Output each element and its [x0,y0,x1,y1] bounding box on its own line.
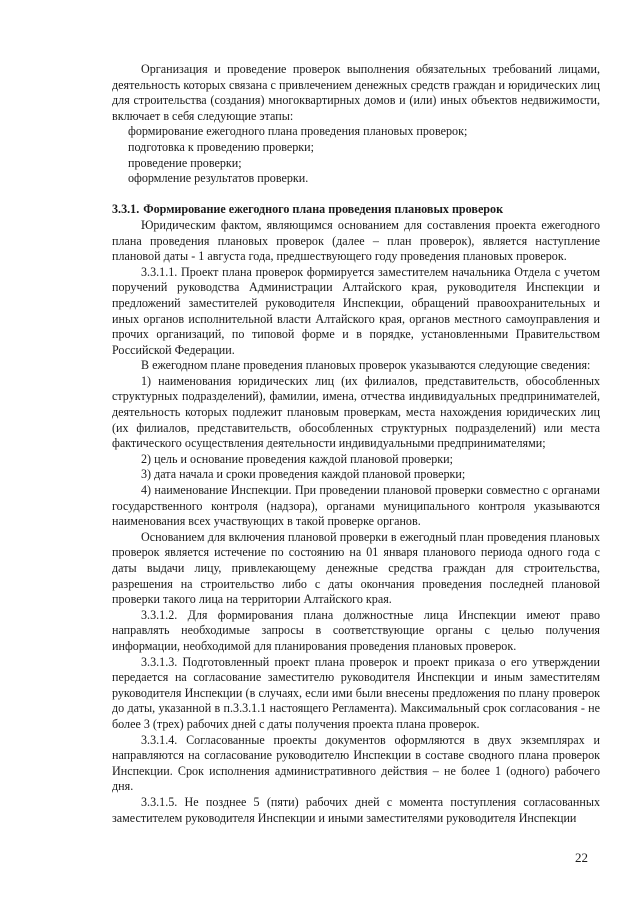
list-item: 2) цель и основание проведения каждой плановой проверки; [141,451,453,466]
list-item: 4) наименование Инспекции. При проведении плановой проверки совместно с органами государственного контроля (надзора), органами муниципального контроля указываются наименования всех участвующих в такой проверке органов. [112,483,600,529]
paragraph: 3.3.1.3. Подготовленный проект плана проверок и проект приказа о его утверждении передается на согласование заместителю руководителя Инспекции и иным заместителям руководителя Инспекции (в случаях, если ими были внесены предложения по плану проверок до даты, указанной в п.3.3.1.1 настоящего Регламента). Максимальный срок согласования - не более 3 (трех) рабочих дней с даты получения проекта плана проверок. [112,654,600,731]
paragraph: В ежегодном плане проведения плановых проверок указываются следующие сведения: [141,358,591,373]
stage-item: оформление результатов проверки. [128,171,309,186]
paragraph: Юридическим фактом, являющимся основанием для составления проекта ежегодного плана проведения плановых проверок (далее – план проверок), является наступление плановой даты - 1 августа года, предшествующего году проведения плановых проверок. [112,217,600,264]
paragraph: 3.3.1.5. Не позднее 5 (пяти) рабочих дней с момента поступления согласованных заместителем руководителя Инспекции и иными заместителями руководителя Инспекции [112,794,600,825]
page-number: 22 [575,850,588,865]
paragraph: 3.3.1.4. Согласованные проекты документов оформляются в двух экземплярах и направляются на согласование руководителю Инспекции в составе сводного плана проверок Инспекции. Срок исполнения административного действия – не более 1 (одного) рабочего дня. [112,732,600,794]
paragraph: Основанием для включения плановой проверки в ежегодный план проведения плановых проверок является истечение по состоянию на 01 января планового периода одного года с даты выдачи лицу, привлекающему денежные средства граждан для строительства, разрешения на строительство либо с даты окончания проведения последней плановой проверки такого лица на территории Алтайского края. [112,529,600,607]
stage-item: формирование ежегодного плана проведения плановых проверок; [128,124,468,139]
intro-paragraph: Организация и проведение проверок выполнения обязательных требований лицами, деятельность которых связана с привлечением денежных средств граждан и юридических лиц для строительства (создания) многоквартирных домов и (или) иных объектов недвижимости, включает в себя следующие этапы: [112,62,600,123]
stage-item: проведение проверки; [128,155,242,170]
list-item: 1) наименования юридических лиц (их филиалов, представительств, обособленных структурных подразделений), фамилии, имена, отчества индивидуальных предпринимателей, деятельность которых подлежит плановым проверкам, места нахождения юридических лиц (их филиалов, представительств, обособленных структурных подразделений) или места фактического осуществления деятельности индивидуальными предпринимателями; [112,373,600,451]
section-heading [112,202,600,218]
document-body [112,62,600,826]
section-number: 3.3.1. [112,202,140,217]
section-title: Формирование ежегодного плана проведения плановых проверок [143,202,504,217]
paragraph: 3.3.1.1. Проект плана проверок формируется заместителем начальника Отдела с учетом поручений руководства Администрации Алтайского края, руководителя Инспекции и предложений заместителей руководителя Инспекции, обращений правоохранительных и иных органов исполнительной власти Алтайского края, органов местного самоуправления и прочих организаций, по типовой форме и в порядке, установленными Правительством Российской Федерации. [112,264,600,357]
stage-item: подготовка к проведению проверки; [128,139,314,154]
spacer [112,187,600,203]
paragraph: 3.3.1.2. Для формирования плана должностные лица Инспекции имеют право направлять необходимые запросы в соответствующие органы с целью получения информации, необходимой для планирования проведения плановых проверок. [112,607,600,653]
list-item: 3) дата начала и сроки проведения каждой плановой проверки; [141,467,466,482]
